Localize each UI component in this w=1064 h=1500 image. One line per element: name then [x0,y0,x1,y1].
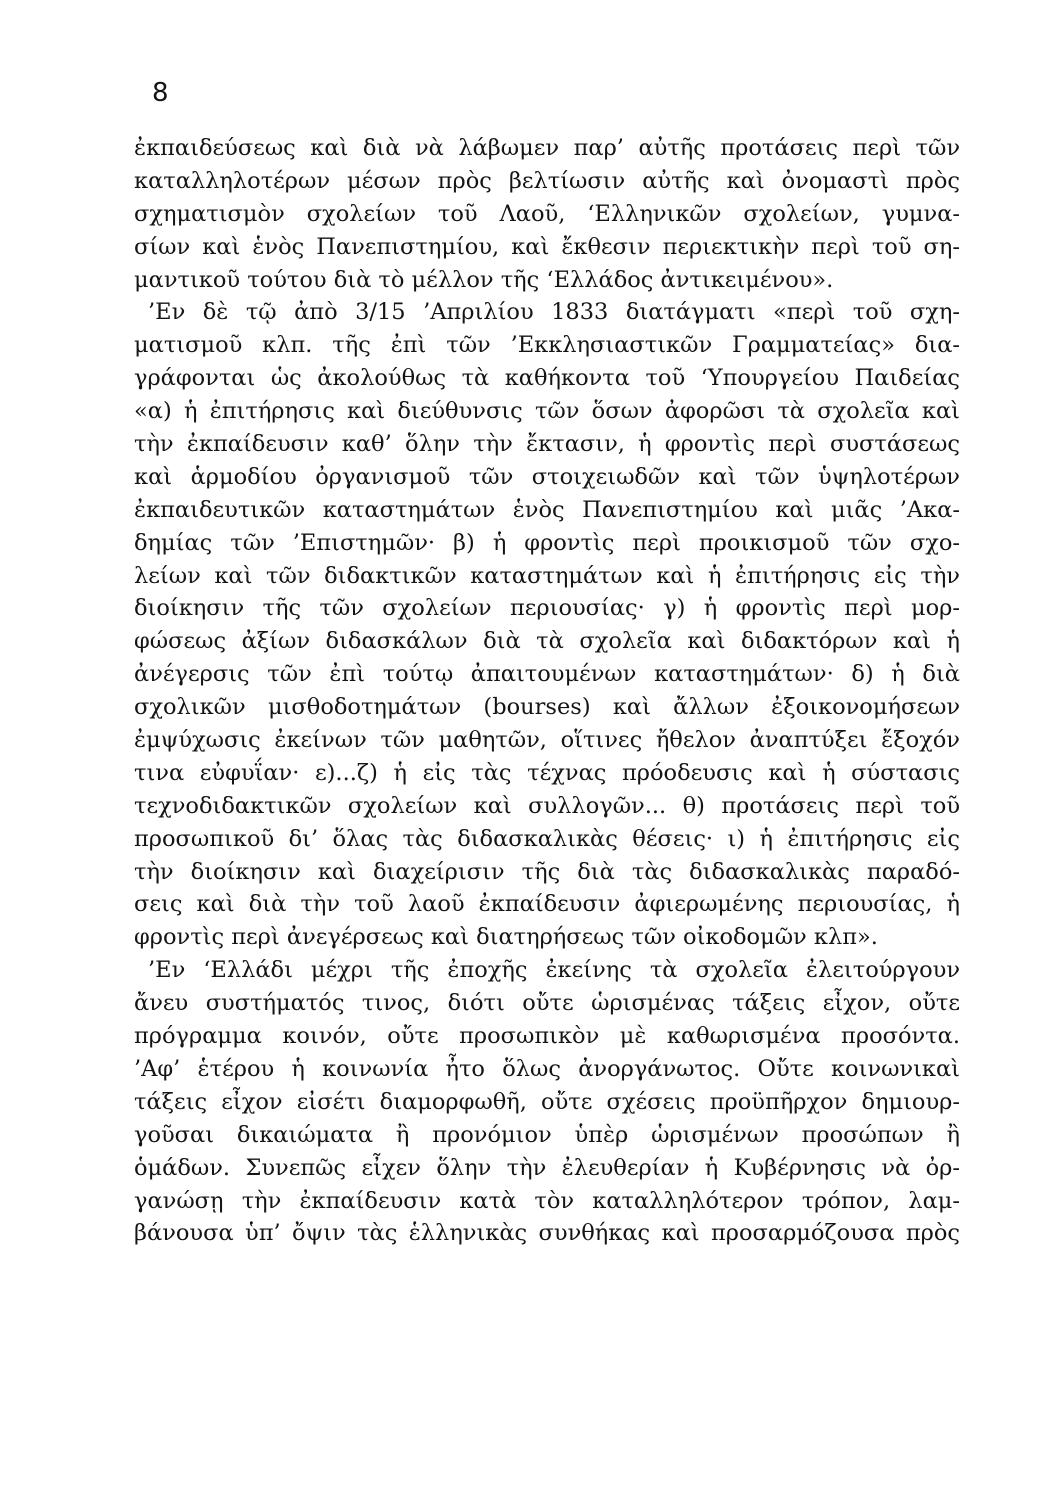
text-line: βάνουσα ὑπ’ ὄψιν τὰς ἑλληνικὰς συνθήκας καὶ προσαρμόζουσα πρὸς [134,1220,960,1247]
text-line: τεχνοδιδακτικῶν σχολείων καὶ συλλογῶν... θ) προτάσεις περὶ τοῦ [134,792,960,819]
text-line: ’Εν ‘Ελλάδι μέχρι τῆς ἐποχῆς ἐκείνης τὰ σχολεῖα ἐλειτούργουν [148,957,960,984]
text-line: τινα εὐφυΐαν· ε)...ζ) ἡ εἰς τὰς τέχνας πρόοδευσις καὶ ἡ σύστασις [134,759,960,786]
text-line: σίων καὶ ἑνὸς Πανεπιστημίου, καὶ ἔκθεσιν περιεκτικὴν περὶ τοῦ ση- [134,233,960,260]
body-text [134,132,960,1250]
text-line: ’Αφ’ ἑτέρου ἡ κοινωνία ἦτο ὅλως ἀνοργάνωτος. Οὔτε κοινωνικαὶ [134,1055,960,1082]
text-line: δημίας τῶν ’Επιστημῶν· β) ἡ φροντὶς περὶ προικισμοῦ τῶν σχο- [134,529,960,556]
text-line: καὶ ἁρμοδίου ὀργανισμοῦ τῶν στοιχειωδῶν καὶ τῶν ὑψηλοτέρων [134,463,960,490]
text-line: ματισμοῦ κλπ. τῆς ἐπὶ τῶν ’Εκκλησιαστικῶν Γραμματείας» δια- [134,332,960,359]
text-line: ἐμψύχωσις ἐκείνων τῶν μαθητῶν, οἵτινες ἤθελον ἀναπτύξει ἔξοχόν [134,727,960,754]
text-line: ἐκπαιδεύσεως καὶ διὰ νὰ λάβωμεν παρ’ αὐτῆς προτάσεις περὶ τῶν [134,135,960,161]
text-line: καταλληλοτέρων μέσων πρὸς βελτίωσιν αὐτῆς καὶ ὀνομαστὶ πρὸς [134,167,960,194]
text-line: γοῦσαι δικαιώματα ἢ προνόμιον ὑπὲρ ὡρισμένων προσώπων ἢ [134,1121,960,1148]
text-line: πρόγραμμα κοινόν, οὔτε προσωπικὸν μὲ καθωρισμένα προσόντα. [134,1023,960,1050]
text-line: ἐκπαιδευτικῶν καταστημάτων ἑνὸς Πανεπιστημίου καὶ μιᾶς ’Ακα- [134,496,960,523]
text-line: σχηματισμὸν σχολείων τοῦ Λαοῦ, ‘Ελληνικῶν σχολείων, γυμνα- [134,200,960,227]
text-line: σεις καὶ διὰ τὴν τοῦ λαοῦ ἐκπαίδευσιν ἀφιερωμένης περιουσίας, ἡ [134,891,960,918]
text-line: φροντὶς περὶ ἀνεγέρσεως καὶ διατηρήσεως τῶν οἰκοδομῶν κλπ». [134,924,878,951]
text-line: τὴν ἐκπαίδευσιν καθ’ ὅλην τὴν ἔκτασιν, ἡ φροντὶς περὶ συστάσεως [134,431,960,458]
text-line: τάξεις εἶχον εἰσέτι διαμορφωθῆ, οὔτε σχέσεις προϋπῆρχον δημιουρ- [134,1088,960,1115]
page-number: 8 [152,78,169,108]
text-line: ἀνέγερσις τῶν ἐπὶ τούτῳ ἀπαιτουμένων καταστημάτων· δ) ἡ διὰ [134,661,960,688]
text-line: γράφονται ὡς ἀκολούθως τὰ καθήκοντα τοῦ ‘Υπουργείου Παιδείας [134,365,960,392]
text-line: ’Εν δὲ τῷ ἀπὸ 3/15 ’Απριλίου 1833 διατάγματι «περὶ τοῦ σχη- [148,299,960,326]
text-line: λείων καὶ τῶν διδακτικῶν καταστημάτων καὶ ἡ ἐπιτήρησις εἰς τὴν [134,562,960,589]
text-line: προσωπικοῦ δι’ ὅλας τὰς διδασκαλικὰς θέσεις· ι) ἡ ἐπιτήρησις εἰς [134,825,960,852]
text-line: σχολικῶν μισθοδοτημάτων (bourses) καὶ ἄλλων ἐξοικονομήσεων [134,694,960,721]
text-line: ὁμάδων. Συνεπῶς εἶχεν ὅλην τὴν ἐλευθερίαν ἡ Κυβέρνησις νὰ ὀρ- [134,1154,960,1181]
text-line: τὴν διοίκησιν καὶ διαχείρισιν τῆς διὰ τὰς διδασκαλικὰς παραδό- [134,858,960,885]
text-line: φώσεως ἀξίων διδασκάλων διὰ τὰ σχολεῖα καὶ διδακτόρων καὶ ἡ [134,628,960,655]
text-line: μαντικοῦ τούτου διὰ τὸ μέλλον τῆς ‘Ελλάδος ἀντικειμένου». [134,266,834,293]
text-line: διοίκησιν τῆς τῶν σχολείων περιουσίας· γ) ἡ φροντὶς περὶ μορ- [134,595,960,622]
text-line: ἄνευ συστήματός τινος, διότι οὔτε ὡρισμένας τάξεις εἶχον, οὔτε [134,990,960,1017]
text-line: γανώσῃ τὴν ἐκπαίδευσιν κατὰ τὸν καταλληλότερον τρόπον, λαμ- [134,1187,960,1214]
text-line: «α) ἡ ἐπιτήρησις καὶ διεύθυνσις τῶν ὅσων ἀφορῶσι τὰ σχολεῖα καὶ [134,398,960,425]
